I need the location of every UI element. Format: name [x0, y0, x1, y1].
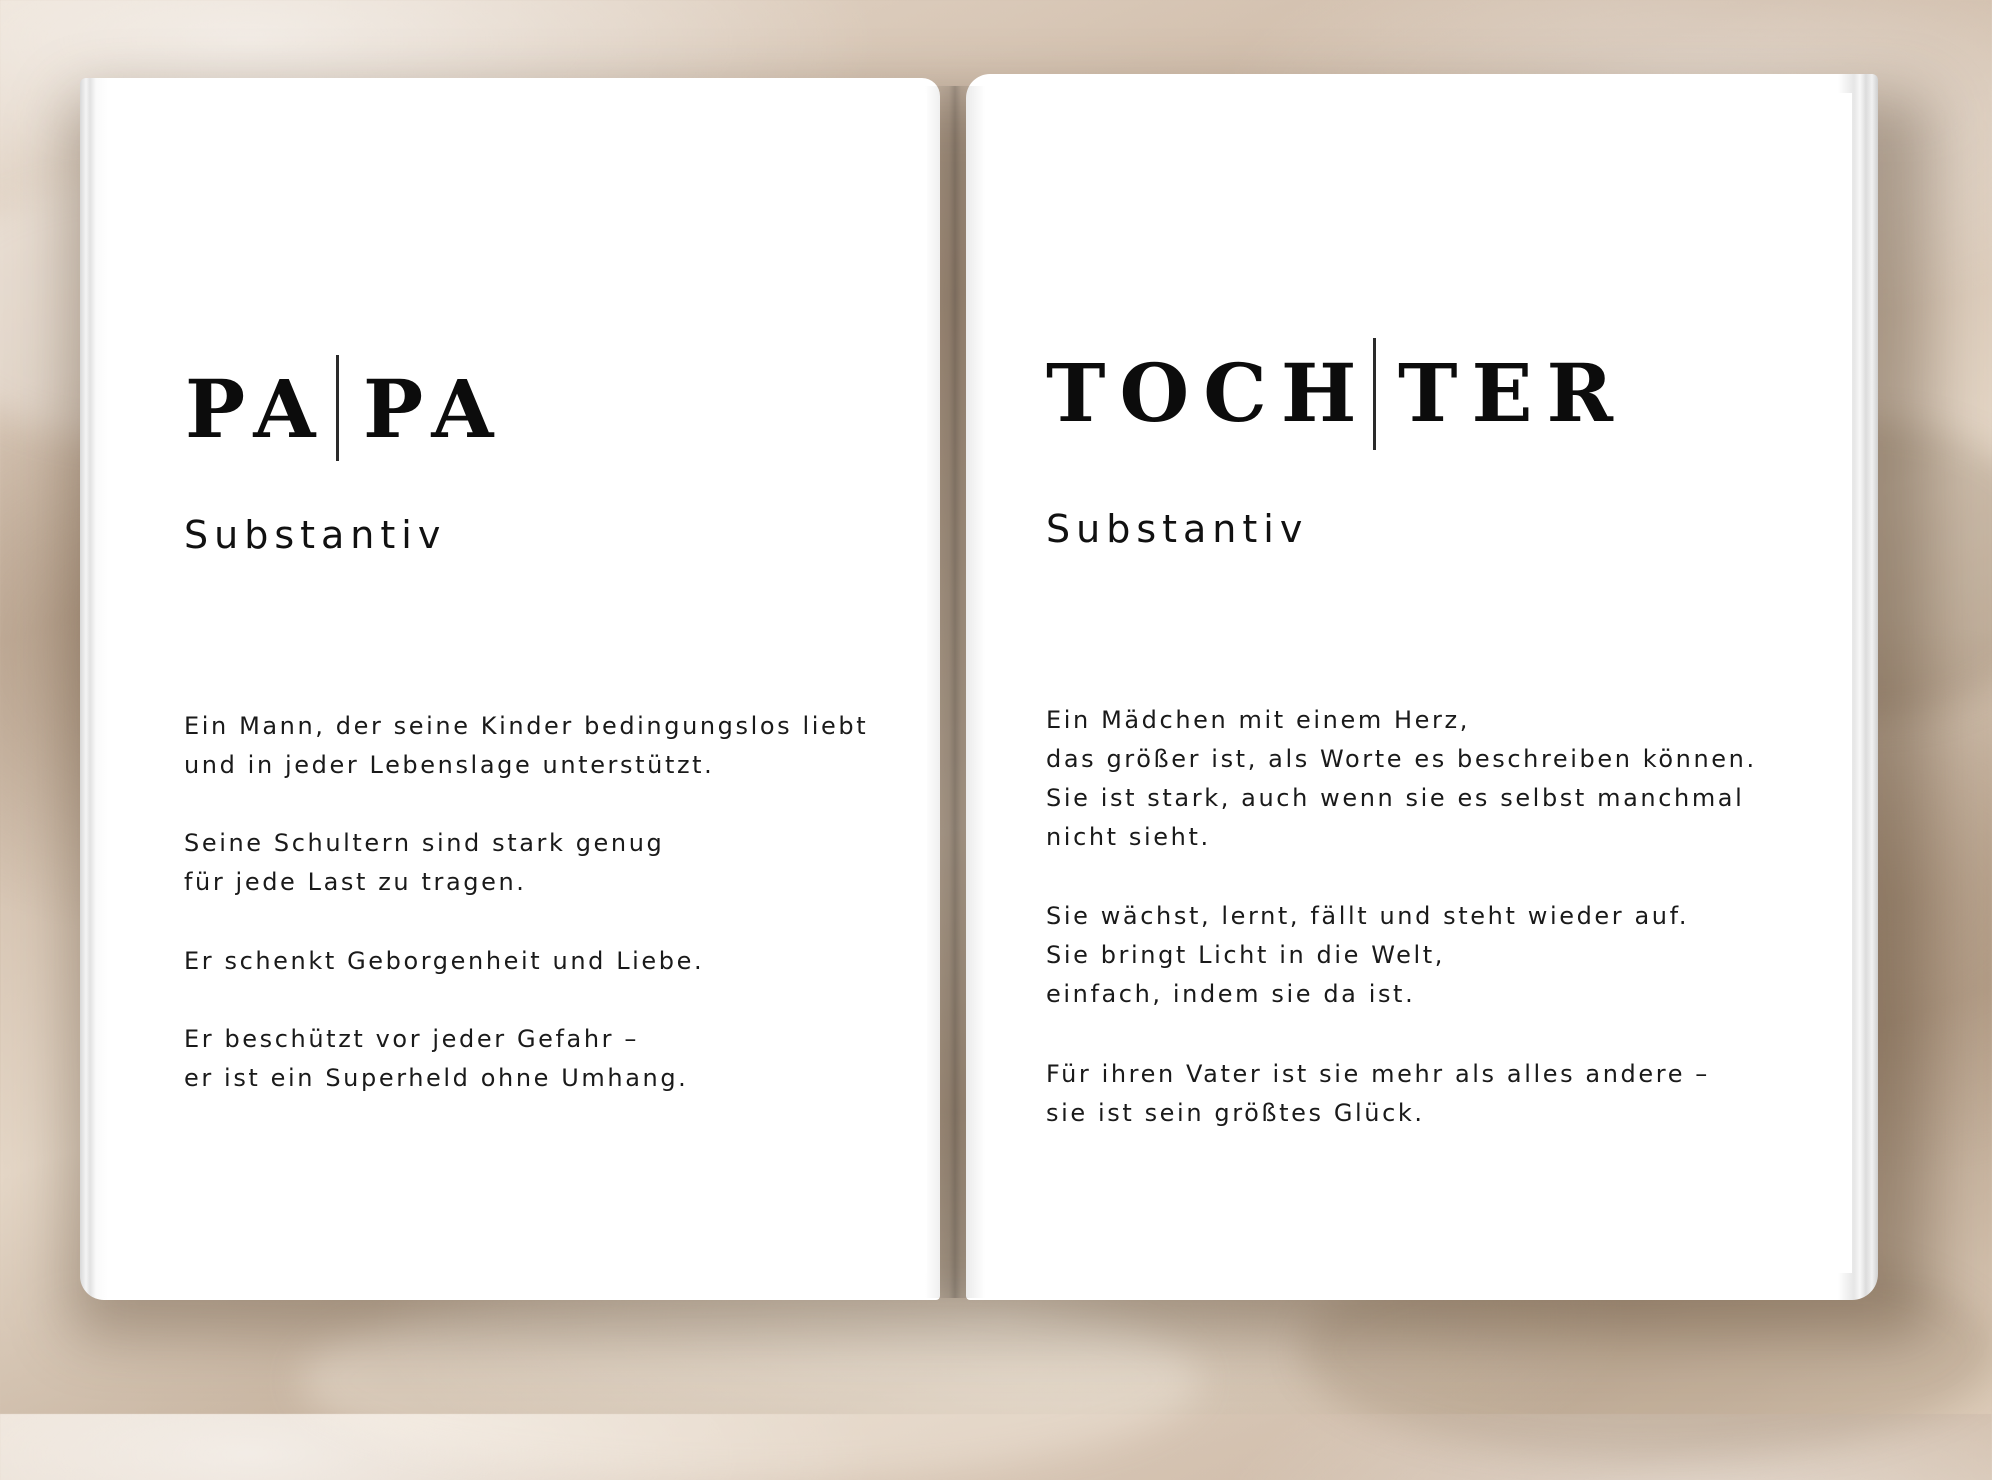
- right-title-divider: [1373, 338, 1376, 450]
- right-page: [1000, 93, 1852, 1273]
- left-title-part2: PA: [363, 362, 508, 456]
- right-part-of-speech: Substantiv: [1046, 507, 1309, 551]
- left-paragraph: Ein Mann, der seine Kinder bedingungslos liebt und in jeder Lebenslage unterstützt.: [184, 712, 869, 779]
- book-gutter: [925, 86, 985, 1298]
- right-paragraph: Ein Mädchen mit einem Herz, das größer ist, als Worte es beschreiben können. Sie ist stark, auch wenn sie es selbst manchmal nicht sieht.: [1046, 706, 1757, 851]
- left-page: [115, 93, 927, 1273]
- right-title-part2: TER: [1398, 346, 1627, 440]
- right-title-part1: TOCH: [1046, 346, 1371, 440]
- left-paragraph: Seine Schultern sind stark genug für jede Last zu tragen.: [184, 829, 665, 896]
- right-paragraph: Sie wächst, lernt, fällt und steht wieder auf. Sie bringt Licht in die Welt, einfach, indem sie da ist.: [1046, 902, 1690, 1008]
- left-title-part1: PA: [185, 362, 330, 456]
- left-paragraph: Er schenkt Geborgenheit und Liebe.: [184, 947, 705, 975]
- left-title-divider: [336, 355, 339, 461]
- left-part-of-speech: Substantiv: [184, 513, 447, 557]
- left-paragraph: Er beschützt vor jeder Gefahr – er ist ein Superheld ohne Umhang.: [184, 1025, 689, 1092]
- right-paragraph: Für ihren Vater ist sie mehr als alles andere – sie ist sein größtes Glück.: [1046, 1060, 1710, 1127]
